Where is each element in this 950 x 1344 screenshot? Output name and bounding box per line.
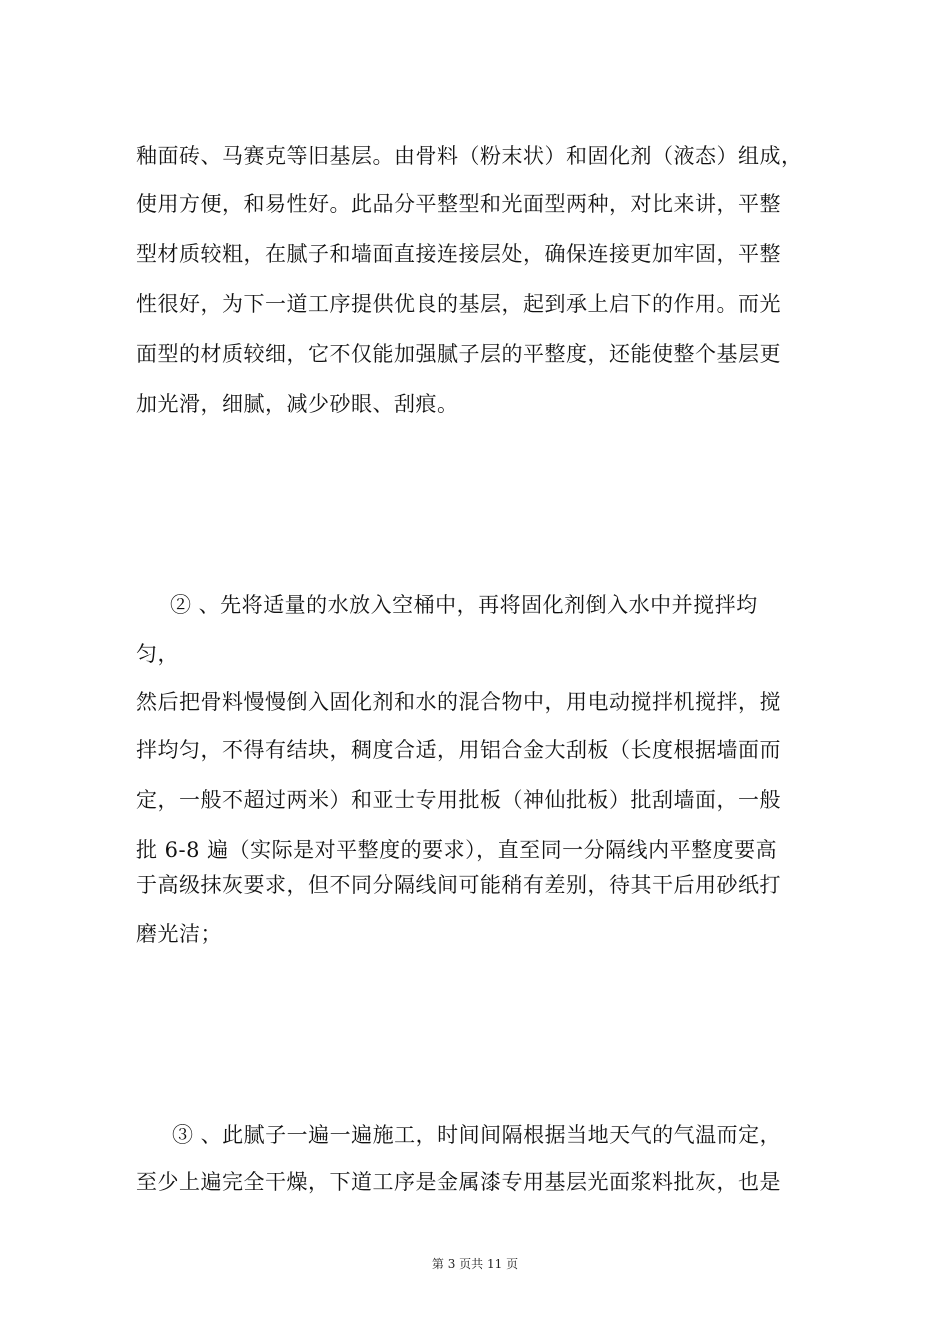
text-line: 面型的材质较细，它不仅能加强腻子层的平整度，还能使整个基层更 bbox=[136, 342, 781, 366]
text-line: ② 、先将适量的水放入空桶中，再将固化剂倒入水中并搅拌均 bbox=[170, 593, 758, 617]
text-line: 于高级抹灰要求，但不同分隔线间可能稍有差别，待其干后用砂纸打 bbox=[136, 873, 781, 897]
text-line: 釉面砖、马赛克等旧基层。由骨料（粉末状）和固化剂（液态）组成， bbox=[136, 144, 803, 168]
text-line: 拌均匀，不得有结块，稠度合适，用铝合金大刮板（长度根据墙面而 bbox=[136, 738, 781, 762]
text-line: 至少上遍完全干燥，下道工序是金属漆专用基层光面浆料批灰，也是 bbox=[136, 1170, 781, 1194]
text-line: 批 6-8 遍（实际是对平整度的要求），直至同一分隔线内平整度要高 bbox=[136, 838, 778, 862]
text-line: 磨光洁； bbox=[136, 922, 222, 946]
text-line: 使用方便，和易性好。此品分平整型和光面型两种，对比来讲，平整 bbox=[136, 192, 781, 216]
text-line: 型材质较粗，在腻子和墙面直接连接层处，确保连接更加牢固，平整 bbox=[136, 242, 781, 266]
text-line: 然后把骨料慢慢倒入固化剂和水的混合物中，用电动搅拌机搅拌，搅 bbox=[136, 690, 781, 714]
text-line: ③ 、此腻子一遍一遍施工，时间间隔根据当地天气的气温而定， bbox=[172, 1123, 782, 1147]
text-line: 加光滑，细腻，减少砂眼、刮痕。 bbox=[136, 392, 459, 416]
text-line: 定，一般不超过两米）和亚士专用批板（神仙批板）批刮墙面，一般 bbox=[136, 788, 781, 812]
page-number-footer: 第 3 页共 11 页 bbox=[431, 1257, 519, 1271]
text-line: 性很好，为下一道工序提供优良的基层，起到承上启下的作用。而光 bbox=[136, 292, 781, 316]
text-line: 匀， bbox=[136, 642, 179, 666]
